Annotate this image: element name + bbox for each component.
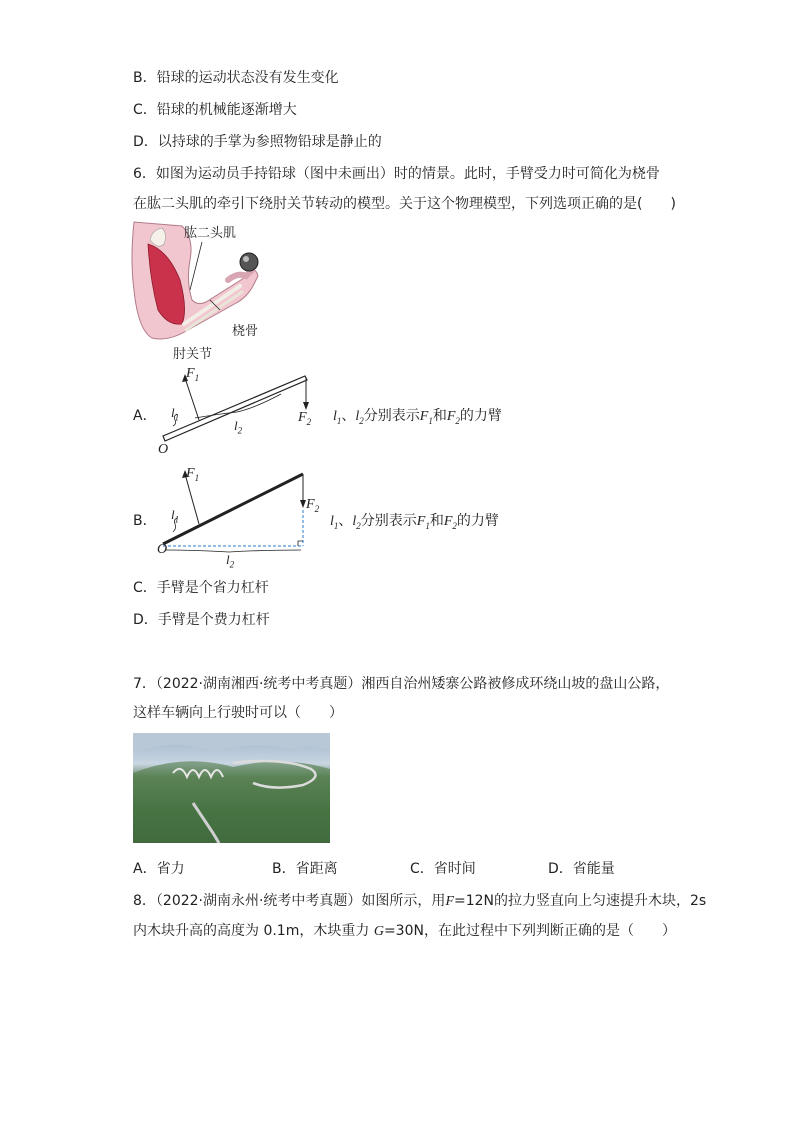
q6-stem-line1: 6．如图为运动员手持铅球（图中未画出）时的情景。此时，手臂受力时可简化为桡骨 xyxy=(133,166,660,182)
q5-option-c: C．铅球的机械能逐渐增大 xyxy=(133,102,297,118)
arm-anatomy-figure xyxy=(128,220,278,360)
a-l1-label: $l_1$ xyxy=(171,405,180,423)
q6-option-b-text: $l_1$、$l_2$分别表示$F_1$和$F_2$的力臂 xyxy=(330,513,499,531)
q6-option-c: C．手臂是个省力杠杆 xyxy=(133,580,269,596)
q8-stem-line2: 内木块升高的高度为 0.1m，木块重力 G=30N，在此过程中下列判断正确的是（ ） xyxy=(133,923,676,939)
a-l2-label: $l_2$ xyxy=(234,418,243,436)
mountain-road-photo xyxy=(133,733,330,843)
a-o-label: O xyxy=(158,442,169,457)
label-elbow: 肘关节 xyxy=(173,347,213,362)
b-f2-label: $F_2$ xyxy=(306,497,320,514)
q6-option-a-text: $l_1$、$l_2$分别表示$F_1$和$F_2$的力臂 xyxy=(333,408,502,426)
q7-option-b: B．省距离 xyxy=(272,861,338,877)
q6-option-b-letter: B． xyxy=(133,513,157,529)
b-l1-label: $l_1$ xyxy=(171,507,180,525)
q5-option-b: B．铅球的运动状态没有发生变化 xyxy=(133,70,339,86)
a-f2-label: $F_2$ xyxy=(298,410,312,427)
a-f1-label: $F_1$ xyxy=(186,366,200,383)
q7-stem-line2: 这样车辆向上行驶时可以（ ） xyxy=(133,705,343,721)
q5-option-d: D．以持球的手掌为参照物铅球是静止的 xyxy=(133,134,382,150)
b-l2-label: $l_2$ xyxy=(226,552,235,570)
q7-option-c: C．省时间 xyxy=(410,861,476,877)
q7-stem-line1: 7．（2022·湖南湘西·统考中考真题）湘西自治州矮寨公路被修成环绕山坡的盘山公路， xyxy=(133,676,670,692)
q7-option-a: A．省力 xyxy=(133,861,185,877)
q7-option-d: D．省能量 xyxy=(548,861,615,877)
q6-option-d: D．手臂是个费力杠杆 xyxy=(133,612,270,628)
label-biceps: 肱二头肌 xyxy=(184,226,237,241)
b-o-label: O xyxy=(157,542,168,557)
q6-stem-line2: 在肱二头肌的牵引下绕肘关节转动的模型。关于这个物理模型，下列选项正确的是( ) xyxy=(133,196,676,212)
q8-stem-line1: 8．（2022·湖南永州·统考中考真题）如图所示，用F=12N的拉力竖直向上匀速提升木块，2s xyxy=(133,893,707,909)
q6-option-a-letter: A． xyxy=(133,408,157,424)
b-f1-label: $F_1$ xyxy=(186,466,200,483)
label-radius: 桡骨 xyxy=(232,324,259,339)
